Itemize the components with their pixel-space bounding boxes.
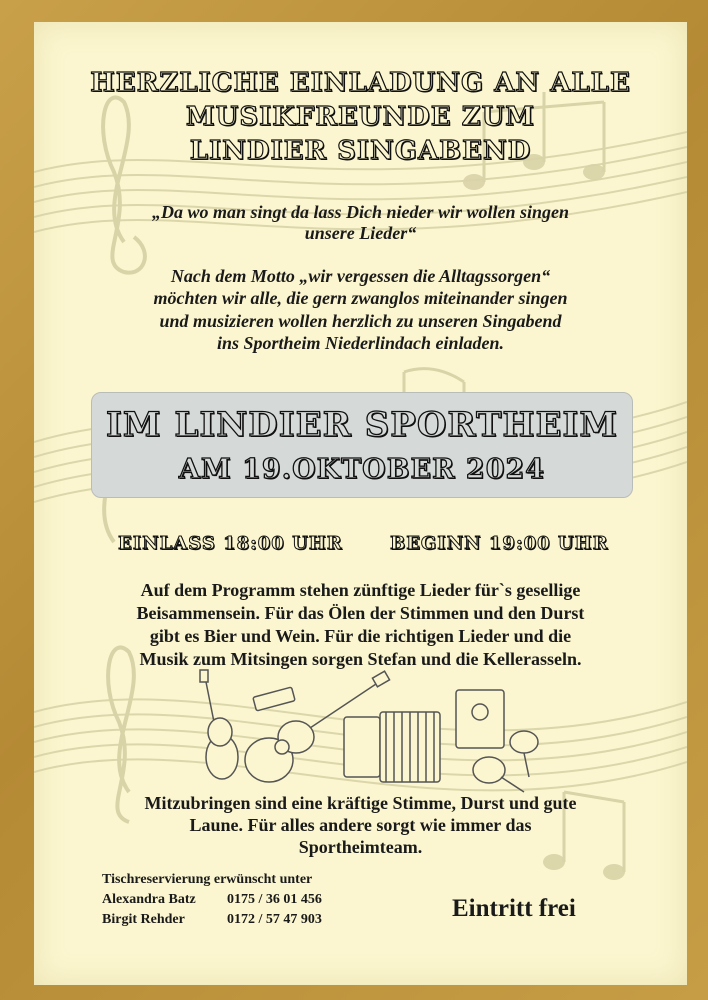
start-time: BEGINN 19:00 UHR [390, 533, 609, 554]
program-line-4: Musik zum Mitsingen sorgen Stefan und die Kellerasseln. [139, 649, 582, 669]
reservation-intro: Tischreservierung erwünscht unter [102, 872, 313, 887]
bring-line-3: Sportheimteam. [298, 837, 423, 857]
title-line-2: MUSIKFREUNDE ZUM [185, 102, 536, 132]
contact-name-1: Alexandra Batz [102, 892, 196, 907]
motto-line-4: ins Sportheim Niederlindach einladen. [216, 333, 505, 353]
motto-line-1: Nach dem Motto „wir vergessen die Alltagssorgen“ [170, 266, 551, 286]
program-line-2: Beisammensein. Für das Ölen der Stimmen und den Durst [136, 603, 585, 623]
bring-line-2: Laune. Für alles andere sorgt wie immer das [189, 815, 532, 835]
motto-line-2: möchten wir alle, die gern zwanglos miteinander singen [153, 288, 568, 308]
bring-line-1: Mitzubringen sind eine kräftige Stimme, Durst und gute [144, 793, 577, 813]
contact-name-2: Birgit Rehder [102, 912, 185, 927]
motto-line-3: und musizieren wollen herzlich zu unseren Singabend [159, 311, 562, 331]
contact-phone-1: 0175 / 36 01 456 [227, 892, 322, 907]
contact-phone-2: 0172 / 57 47 903 [227, 912, 322, 927]
title-line-3: LINDIER SINGABEND [189, 136, 532, 166]
banner-location: IM LINDIER SPORTHEIM [106, 405, 618, 445]
poster-sheet [34, 22, 687, 985]
title-line-1: HERZLICHE EINLADUNG AN ALLE [90, 68, 631, 98]
quote-line-2: unsere Lieder“ [304, 223, 417, 243]
admission-free: Eintritt frei [452, 895, 576, 922]
program-line-3: gibt es Bier und Wein. Für die richtigen Lieder und die [149, 626, 572, 646]
quote-line-1: „Da wo man singt da lass Dich nieder wir wollen singen [151, 202, 570, 222]
event-banner [91, 392, 633, 498]
instruments-illustration [200, 670, 538, 792]
entry-time: EINLASS 18:00 UHR [118, 533, 343, 554]
banner-date: AM 19.OKTOBER 2024 [178, 454, 546, 485]
program-line-1: Auf dem Programm stehen zünftige Lieder für`s gesellige [140, 580, 581, 600]
